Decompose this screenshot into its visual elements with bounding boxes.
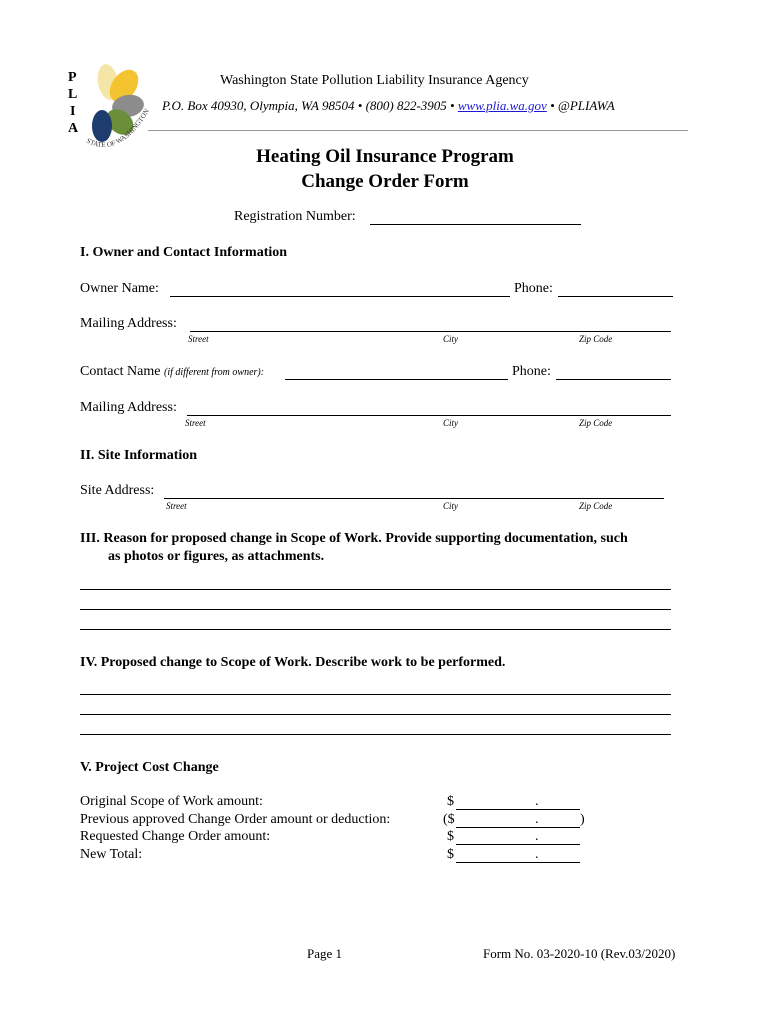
contact-city-caption: City: [443, 418, 458, 428]
requested-amount-field[interactable]: [456, 844, 580, 845]
contact-name-field[interactable]: [285, 379, 508, 380]
owner-phone-field[interactable]: [558, 296, 673, 297]
contact-name-text: Contact Name: [80, 364, 161, 379]
form-title-line2: Change Order Form: [301, 171, 469, 192]
agency-contact: [162, 98, 615, 114]
header-divider: [148, 130, 688, 131]
reason-line-2[interactable]: [80, 609, 671, 610]
cost-row-decimal: .: [535, 829, 539, 844]
new-total-field[interactable]: [456, 862, 580, 863]
owner-phone-label: Phone:: [514, 281, 553, 296]
owner-name-field[interactable]: [170, 296, 510, 297]
cost-row-label: Original Scope of Work amount:: [80, 794, 263, 809]
owner-mailing-label: Mailing Address:: [80, 316, 177, 331]
cost-row-prefix: $: [447, 794, 454, 809]
owner-city-caption: City: [443, 334, 458, 344]
agency-name: Washington State Pollution Liability Insurance Agency: [220, 73, 529, 88]
section1-heading: I. Owner and Contact Information: [80, 245, 288, 260]
cost-row-prefix: $: [447, 847, 454, 862]
contact-zip-caption: Zip Code: [579, 418, 613, 428]
contact-mailing-field[interactable]: [187, 415, 671, 416]
proposed-line-2[interactable]: [80, 714, 671, 715]
contact-phone-label: Phone:: [512, 364, 551, 379]
cost-row-label: New Total:: [80, 847, 143, 862]
site-address-label: Site Address:: [80, 483, 155, 498]
address-text: P.O. Box 40930, Olympia, WA 98504 • (800) 822-3905 •: [162, 98, 458, 113]
logo-letter-a: A: [68, 121, 79, 136]
section3-heading-line2: as photos or figures, as attachments.: [108, 549, 325, 564]
contact-street-caption: Street: [185, 418, 206, 428]
social-handle: • @PLIAWA: [546, 98, 615, 113]
cost-row-label: Previous approved Change Order amount or deduction:: [80, 812, 391, 827]
cost-row-decimal: .: [535, 812, 539, 827]
contact-mailing-label: Mailing Address:: [80, 400, 177, 415]
section5-heading: V. Project Cost Change: [80, 760, 219, 775]
site-zip-caption: Zip Code: [579, 501, 613, 511]
cost-row-decimal: .: [535, 847, 539, 862]
site-address-field[interactable]: [164, 498, 664, 499]
proposed-line-1[interactable]: [80, 694, 671, 695]
owner-mailing-field[interactable]: [190, 331, 671, 332]
reason-line-1[interactable]: [80, 589, 671, 590]
cost-row-label: Requested Change Order amount:: [80, 829, 271, 844]
logo-letter-l: L: [68, 87, 78, 102]
cost-row-suffix: ): [580, 812, 585, 827]
logo-arc-text: STATE OF WASHINGTON: [85, 107, 151, 150]
contact-name-label: [80, 364, 264, 380]
page-number: Page 1: [307, 946, 343, 961]
site-city-caption: City: [443, 501, 458, 511]
owner-name-label: Owner Name:: [80, 281, 159, 296]
cost-row-prefix: $: [447, 829, 454, 844]
contact-name-note: (if different from owner):: [163, 367, 265, 378]
form-title-line1: Heating Oil Insurance Program: [256, 146, 514, 167]
logo-letter-p: P: [68, 70, 77, 85]
previous-amount-field[interactable]: [456, 827, 580, 828]
reason-line-3[interactable]: [80, 629, 671, 630]
section4-heading: IV. Proposed change to Scope of Work. Describe work to be performed.: [80, 655, 506, 670]
petal-logo-icon: [82, 62, 162, 154]
contact-phone-field[interactable]: [556, 379, 671, 380]
owner-zip-caption: Zip Code: [579, 334, 613, 344]
website-link[interactable]: www.plia.wa.gov: [457, 98, 547, 113]
logo-letter-i: I: [70, 104, 76, 119]
proposed-line-3[interactable]: [80, 734, 671, 735]
owner-street-caption: Street: [188, 334, 209, 344]
site-street-caption: Street: [166, 501, 187, 511]
section3-heading-line1: III. Reason for proposed change in Scope of Work. Provide supporting documentation, such: [80, 531, 628, 546]
cost-row-decimal: .: [535, 794, 539, 809]
registration-label: Registration Number:: [234, 209, 356, 224]
form-number: Form No. 03-2020-10 (Rev.03/2020): [483, 946, 676, 961]
registration-number-field[interactable]: [370, 224, 581, 225]
plia-logo: [60, 60, 160, 160]
section2-heading: II. Site Information: [80, 448, 198, 463]
cost-row-prefix: ($: [443, 812, 455, 827]
original-amount-field[interactable]: [456, 809, 580, 810]
